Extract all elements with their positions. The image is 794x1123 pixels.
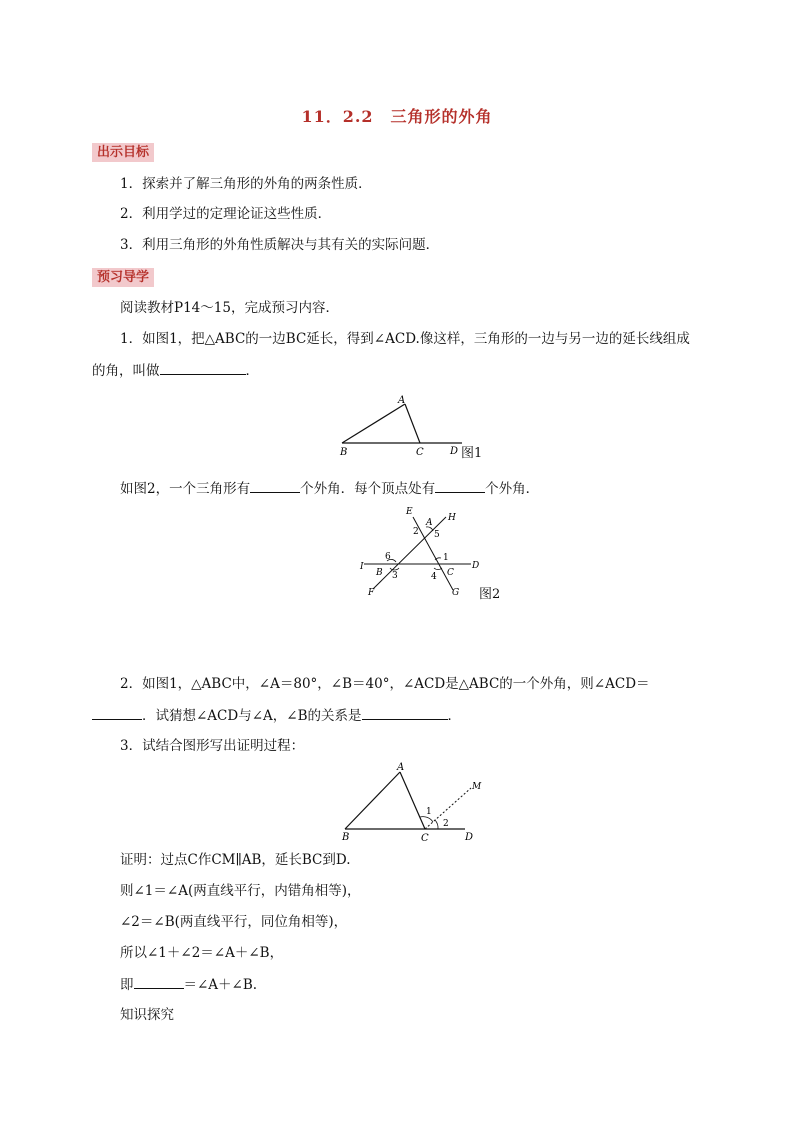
answer-blank[interactable]	[435, 478, 485, 493]
fig2-label-b: B	[376, 568, 383, 578]
answer-blank[interactable]	[362, 705, 448, 720]
question-3: 3．试结合图形写出证明过程：	[120, 738, 305, 754]
page-title: 11．2.2 三角形的外角	[301, 107, 493, 126]
question-1-line-1: 1．如图1，把△ABC的一边BC延长，得到∠ACD.像这样，三角形的一边与另一边的延长线组成	[120, 331, 690, 347]
answer-blank[interactable]	[92, 705, 142, 720]
figure-2-caption: 图2	[479, 587, 501, 602]
answer-blank[interactable]	[250, 478, 300, 493]
question-1b	[120, 478, 539, 499]
section-heading-knowledge: 知识探究	[120, 1007, 174, 1023]
fig2-label-a: A	[426, 518, 433, 528]
fig2-label-c: C	[447, 568, 454, 578]
question-1b-text-2: 个外角．每个顶点处有	[300, 481, 436, 497]
figure-2	[356, 503, 486, 603]
fig3-label-b: B	[342, 832, 350, 843]
question-2-text-a: ．试猜想∠ACD与∠A，∠B的关系是	[142, 708, 362, 724]
question-1-text-a: 的角，叫做	[92, 363, 160, 379]
fig2-angle-4: 4	[431, 572, 437, 582]
answer-blank[interactable]	[134, 974, 184, 989]
proof-line-2: 则∠1＝∠A(两直线平行，内错角相等)，	[120, 883, 361, 899]
question-1-text-b: ．	[245, 363, 259, 379]
answer-blank[interactable]	[160, 360, 246, 375]
figure-3	[333, 758, 493, 844]
fig2-angle-1: 1	[443, 553, 449, 563]
question-1-line-2	[92, 360, 259, 381]
proof-line-1: 证明：过点C作CM∥AB，延长BC到D.	[120, 852, 351, 868]
proof-line-4: 所以∠1＋∠2＝∠A＋∠B，	[120, 945, 284, 961]
figure-1-caption: 图1	[461, 446, 483, 461]
fig3-label-m: M	[472, 782, 482, 792]
fig2-angle-3: 3	[392, 571, 398, 581]
objective-item-3: 3．利用三角形的外角性质解决与其有关的实际问题．	[120, 237, 440, 253]
proof-line-5-text-a: 即	[120, 977, 134, 993]
fig2-label-h: H	[448, 513, 456, 523]
proof-line-3: ∠2＝∠B(两直线平行，同位角相等)，	[120, 914, 348, 930]
question-1b-text-1: 如图2，一个三角形有	[120, 481, 251, 497]
objective-item-2: 2．利用学过的定理论证这些性质．	[120, 206, 332, 222]
fig2-angle-2: 2	[413, 527, 419, 537]
fig3-label-c: C	[421, 833, 429, 844]
fig1-label-b: B	[340, 447, 348, 458]
fig3-angle-1: 1	[426, 807, 432, 817]
proof-line-5	[120, 974, 257, 995]
question-2-line-2	[92, 705, 461, 726]
fig1-label-a: A	[398, 395, 406, 406]
fig2-label-e: E	[406, 507, 413, 517]
question-2-line-1: 2．如图1，△ABC中，∠A＝80°，∠B＝40°，∠ACD是△ABC的一个外角，则∠ACD＝	[120, 676, 650, 692]
section-tag-preview: 预习导学	[92, 268, 154, 287]
fig1-label-c: C	[416, 447, 424, 458]
fig1-label-d: D	[450, 446, 459, 457]
fig3-label-a: A	[397, 762, 405, 773]
fig2-label-d: D	[472, 561, 480, 571]
fig2-label-i: I	[360, 562, 364, 572]
fig3-angle-2: 2	[443, 819, 449, 829]
question-1b-text-3: 个外角．	[485, 481, 540, 497]
fig2-angle-5: 5	[434, 530, 440, 540]
proof-line-5-text-b: ＝∠A＋∠B.	[183, 977, 258, 993]
section-tag-objectives: 出示目标	[92, 143, 154, 162]
objective-item-1: 1．探索并了解三角形的外角的两条性质．	[120, 176, 372, 192]
fig3-label-d: D	[465, 832, 474, 843]
question-2-text-b: ．	[447, 708, 462, 724]
preview-intro: 阅读教材P14～15，完成预习内容．	[120, 300, 339, 316]
fig2-label-g: G	[452, 588, 460, 598]
fig2-angle-6: 6	[385, 552, 391, 562]
fig2-label-f: F	[368, 588, 375, 598]
